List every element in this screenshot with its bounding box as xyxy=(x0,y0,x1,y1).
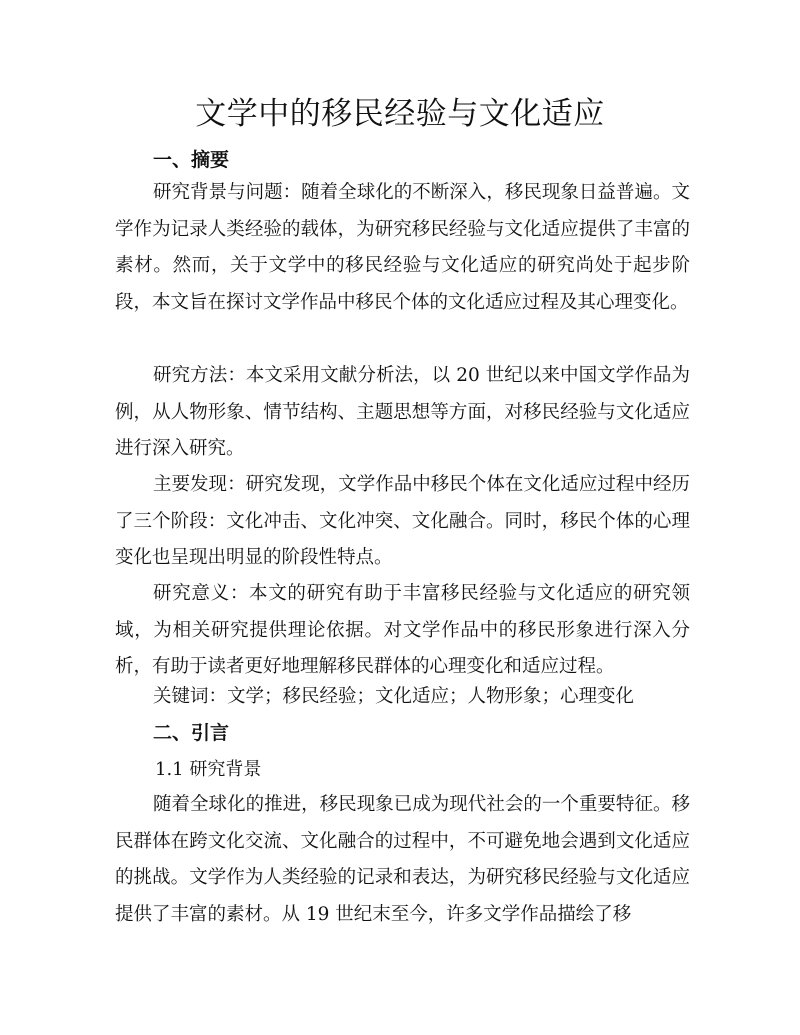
section-heading-abstract: 一、摘要 xyxy=(153,149,230,171)
subsection-heading-research-background: 1.1 研究背景 xyxy=(155,759,262,780)
abstract-findings-paragraph: 主要发现：研究发现，文学作品中移民个体在文化适应过程中经历了三个阶段：文化冲击、文化冲突、文化融合。同时，移民个体的心理变化也呈现出明显的阶段性特点。 xyxy=(115,474,690,568)
abstract-keywords: 关键词：文学；移民经验；文化适应；人物形象；心理变化 xyxy=(153,686,635,707)
abstract-significance-paragraph: 研究意义：本文的研究有助于丰富移民经验与文化适应的研究领域，为相关研究提供理论依据。对文学作品中的移民形象进行深入分析，有助于读者更好地理解移民群体的心理变化和适应过程。 xyxy=(115,583,690,677)
section-heading-introduction: 二、引言 xyxy=(153,722,230,744)
introduction-paragraph: 随着全球化的推进，移民现象已成为现代社会的一个重要特征。移民群体在跨文化交流、文化融合的过程中，不可避免地会遇到文化适应的挑战。文学作为人类经验的记录和表达，为研究移民经验与文化适应提供了丰富的素材。从 19 世纪末至今，许多文学作品描绘了移 xyxy=(115,794,690,925)
abstract-method-paragraph: 研究方法：本文采用文献分析法，以 20 世纪以来中国文学作品为例，从人物形象、情节结构、主题思想等方面，对移民经验与文化适应进行深入研究。 xyxy=(115,365,690,459)
abstract-background-paragraph: 研究背景与问题：随着全球化的不断深入，移民现象日益普遍。文学作为记录人类经验的载体，为研究移民经验与文化适应提供了丰富的素材。然而，关于文学中的移民经验与文化适应的研究尚处于起步阶段，本文旨在探讨文学作品中移民个体的文化适应过程及其心理变化。 xyxy=(115,182,690,313)
document-title: 文学中的移民经验与文化适应 xyxy=(195,96,605,132)
